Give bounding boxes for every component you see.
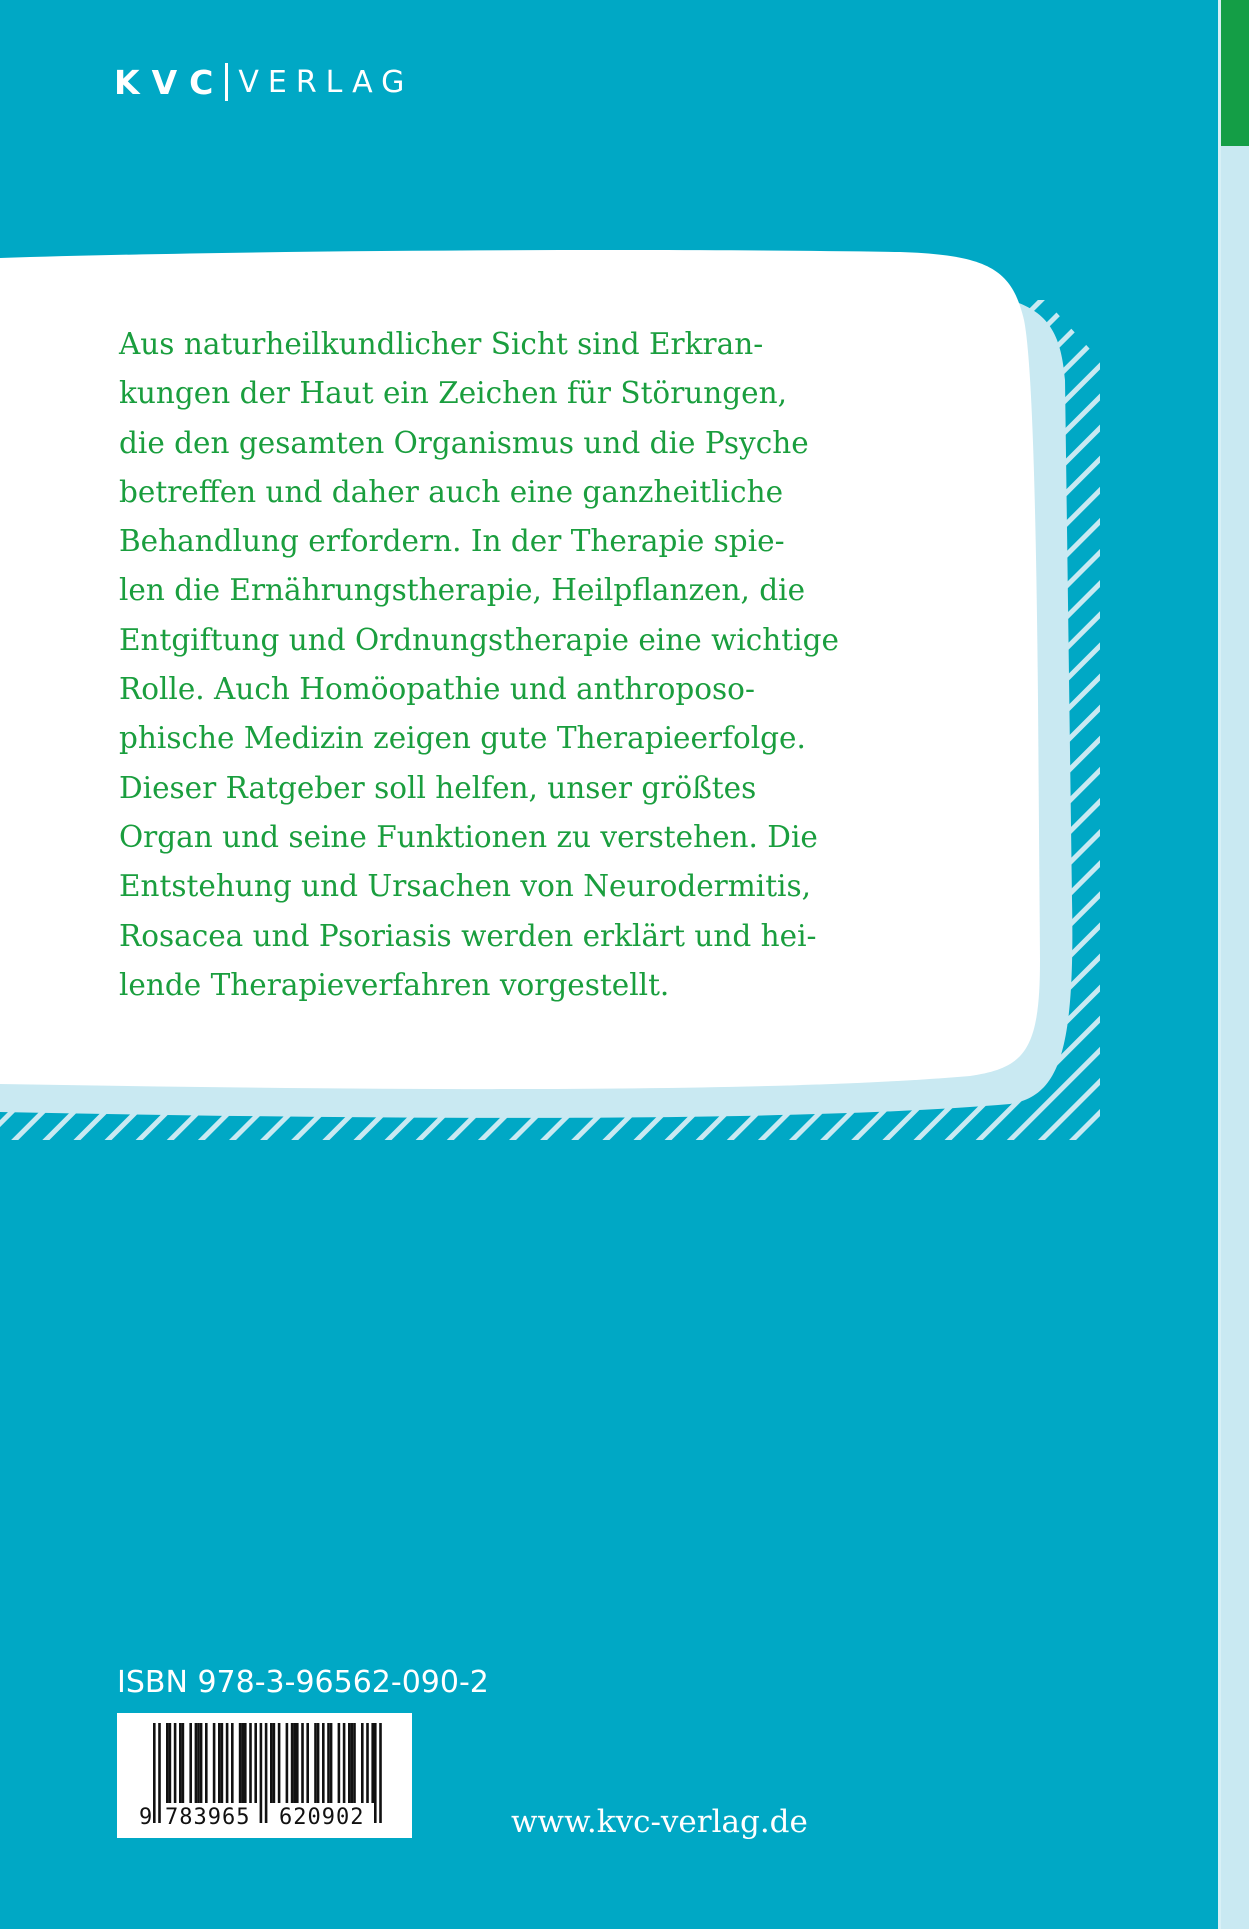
- barcode-bar: [166, 1723, 169, 1803]
- description-line: phische Medizin zeigen gute Therapieerfolge.: [119, 721, 806, 756]
- barcode-bar: [291, 1723, 294, 1803]
- barcode-bar: [249, 1723, 252, 1803]
- barcode-digits: [117, 1805, 412, 1833]
- barcode-bar: [338, 1723, 341, 1803]
- barcode-bar: [244, 1723, 247, 1803]
- barcode-bar: [286, 1723, 289, 1803]
- barcode-bar: [221, 1723, 224, 1803]
- barcode-bar: [254, 1723, 257, 1803]
- barcode-bar: [195, 1723, 198, 1803]
- barcode-bar: [169, 1723, 172, 1803]
- logo-kvc: KVC: [114, 62, 226, 102]
- description-line: Organ und seine Funktionen zu verstehen. Die: [119, 819, 818, 854]
- barcode-bar: [353, 1723, 356, 1803]
- barcode-bar: [197, 1723, 200, 1803]
- isbn-label: ISBN 978-3-96562-090-2: [117, 1665, 489, 1700]
- barcode-bar: [231, 1723, 234, 1803]
- barcode-bar: [327, 1723, 330, 1803]
- barcode-bar: [366, 1723, 369, 1803]
- barcode-bar: [273, 1723, 276, 1803]
- barcode-bar: [241, 1723, 244, 1803]
- barcode-bar: [205, 1723, 208, 1803]
- description-line: kungen der Haut ein Zeichen für Störungen,: [119, 376, 788, 411]
- barcode-right-group: 620902: [279, 1805, 365, 1830]
- barcode-bar: [179, 1723, 182, 1803]
- barcode-bar: [322, 1723, 325, 1803]
- description-line: Dieser Ratgeber soll helfen, unser größtes: [119, 770, 757, 805]
- barcode-bar: [330, 1723, 333, 1803]
- description-line: len die Ernährungstherapie, Heilpflanzen, die: [119, 573, 806, 608]
- barcode-bar: [239, 1723, 242, 1803]
- description-line: Aus naturheilkundlicher Sicht sind Erkran-: [119, 327, 764, 361]
- logo-verlag: VERLAG: [238, 64, 414, 100]
- description-line: Rosacea und Psoriasis werden erklärt und hei-: [119, 918, 817, 953]
- barcode-bar: [270, 1723, 273, 1803]
- barcode-left-group: 783965: [165, 1805, 251, 1830]
- barcode-bar: [226, 1723, 229, 1803]
- description-line: die den gesamten Organismus und die Psyche: [119, 425, 809, 460]
- barcode-bar: [301, 1723, 304, 1803]
- barcode-first-digit: 9: [139, 1805, 153, 1830]
- description-line: Behandlung erfordern. In der Therapie spie-: [119, 524, 785, 559]
- barcode-bar: [293, 1723, 296, 1803]
- description-line: betreffen und daher auch eine ganzheitliche: [119, 474, 784, 509]
- barcode-bar: [296, 1723, 299, 1803]
- description-line: lende Therapieverfahren vorgestellt.: [119, 967, 670, 1002]
- barcode-bar: [174, 1723, 177, 1803]
- barcode-bar: [361, 1723, 364, 1803]
- barcode-bar: [278, 1723, 281, 1803]
- description-line: Rolle. Auch Homöopathie und anthroposo-: [119, 672, 755, 707]
- barcode-bar: [200, 1723, 203, 1803]
- barcode-bar: [371, 1723, 374, 1803]
- barcode-bar: [314, 1723, 317, 1803]
- barcode-bar: [218, 1723, 221, 1803]
- barcode-bar: [182, 1723, 185, 1803]
- barcode-bar: [213, 1723, 216, 1803]
- barcode-bar: [351, 1723, 354, 1803]
- website-url: www.kvc-verlag.de: [511, 1804, 808, 1840]
- description-line: Entstehung und Ursachen von Neurodermitis,: [119, 869, 811, 904]
- description-text: [119, 320, 1049, 1010]
- barcode-bar: [348, 1723, 351, 1803]
- barcode-bar: [317, 1723, 320, 1803]
- barcode: [117, 1713, 412, 1838]
- description-line: Entgiftung und Ordnungstherapie eine wichtige: [119, 622, 839, 657]
- barcode-bar: [189, 1723, 192, 1803]
- barcode-bar: [306, 1723, 309, 1803]
- barcode-bar: [343, 1723, 346, 1803]
